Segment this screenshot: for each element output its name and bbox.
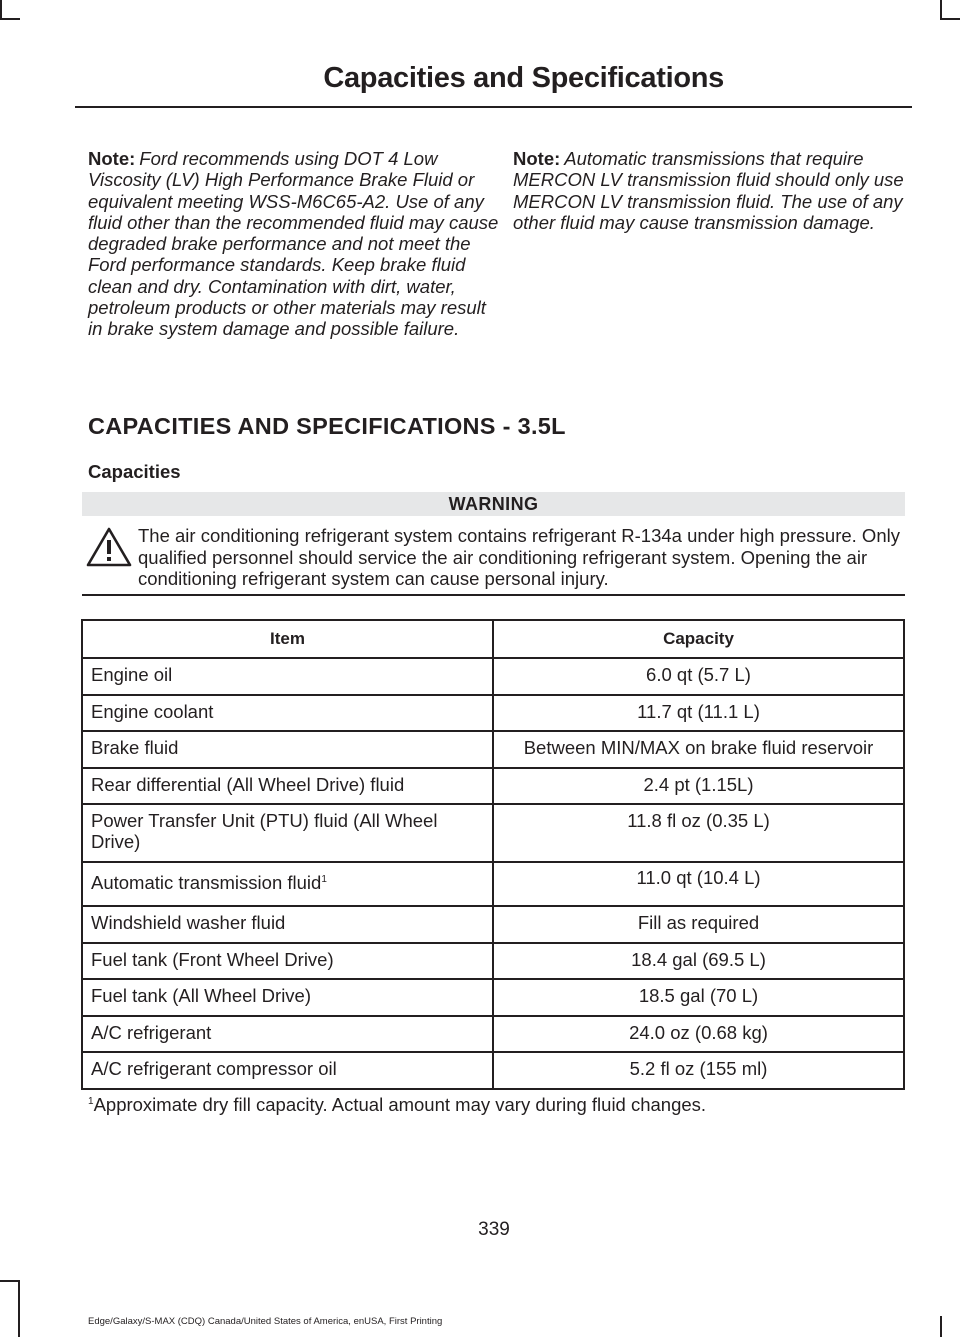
item-cell: Rear differential (All Wheel Drive) fluid (82, 768, 493, 805)
table-row (82, 768, 904, 805)
table-row (82, 658, 904, 695)
page-footer: Edge/Galaxy/S-MAX (CDQ) Canada/United States of America, enUSA, First Printing (88, 1316, 443, 1327)
crop-mark (18, 1280, 20, 1337)
note-text: Automatic transmissions that require MERCON LV transmission fluid should only use MERCON LV transmission fluid. The use of any other fluid may cause transmission damage. (513, 148, 904, 233)
item-cell: Fuel tank (All Wheel Drive) (82, 979, 493, 1016)
section-heading: CAPACITIES AND SPECIFICATIONS - 3.5L (88, 413, 566, 439)
table-row (82, 943, 904, 980)
note-text: Ford recommends using DOT 4 Low Viscosity (LV) High Performance Brake Fluid or equivalent meeting WSS-M6C65-A2. Use of any fluid other than the recommended fluid may cause degraded brake performance and not meet the Ford performance standards. Keep brake fluid clean and dry. Contamination with dirt, water, petroleum products or other materials may result in brake system damage and possible failure. (88, 148, 499, 340)
item-cell: Fuel tank (Front Wheel Drive) (82, 943, 493, 980)
capacity-cell: 6.0 qt (5.7 L) (493, 658, 904, 695)
item-cell: Engine oil (82, 658, 493, 695)
warning-divider (82, 594, 905, 596)
capacity-cell: 24.0 oz (0.68 kg) (493, 1016, 904, 1053)
capacity-cell: 18.5 gal (70 L) (493, 979, 904, 1016)
table-row (82, 804, 904, 862)
crop-mark (940, 1316, 942, 1337)
note-brake-fluid (88, 148, 502, 340)
note-label: Note: (513, 148, 561, 169)
column-header-item: Item (82, 620, 493, 658)
capacity-cell: 11.8 fl oz (0.35 L) (493, 804, 904, 862)
capacities-table (81, 619, 905, 1090)
page-number: 339 (478, 1219, 510, 1240)
item-cell: A/C refrigerant (82, 1016, 493, 1053)
capacity-cell: Between MIN/MAX on brake fluid reservoir (493, 731, 904, 768)
note-label: Note: (88, 148, 136, 169)
warning-text: The air conditioning refrigerant system contains refrigerant R-134a under high pressure. Only qualified personnel should service the air conditioning refrigerant system. Opening the air conditioning refrigerant system can cause personal injury. (138, 525, 900, 589)
item-cell: Brake fluid (82, 731, 493, 768)
table-row (82, 862, 904, 906)
item-text: Automatic transmission fluid (91, 872, 322, 893)
table-row (82, 1016, 904, 1053)
note-transmission-fluid (513, 148, 908, 233)
table-row (82, 906, 904, 943)
footnote-marker: 1 (321, 873, 327, 885)
table-row (82, 731, 904, 768)
capacity-cell: 18.4 gal (69.5 L) (493, 943, 904, 980)
warning-title-bar: WARNING (82, 492, 905, 516)
item-cell: Engine coolant (82, 695, 493, 732)
footnote-text: Approximate dry fill capacity. Actual amount may vary during fluid changes. (93, 1094, 707, 1115)
footnote-marker: 1 (88, 1095, 94, 1107)
table-header-row (82, 620, 904, 658)
crop-mark (0, 18, 20, 20)
page-title: Capacities and Specifications (323, 62, 724, 94)
capacity-cell: 11.0 qt (10.4 L) (493, 862, 904, 906)
item-cell: Power Transfer Unit (PTU) fluid (All Wheel Drive) (82, 804, 493, 862)
capacity-cell: Fill as required (493, 906, 904, 943)
header-divider (75, 106, 912, 108)
crop-mark (940, 0, 942, 20)
capacity-cell: 11.7 qt (11.1 L) (493, 695, 904, 732)
item-cell: A/C refrigerant compressor oil (82, 1052, 493, 1089)
sub-heading: Capacities (88, 461, 181, 482)
capacity-cell: 5.2 fl oz (155 ml) (493, 1052, 904, 1089)
crop-mark (940, 18, 960, 20)
warning-triangle-icon (86, 526, 132, 568)
crop-mark (0, 1280, 20, 1282)
table-footnote (88, 1094, 706, 1116)
table-row (82, 979, 904, 1016)
capacity-cell: 2.4 pt (1.15L) (493, 768, 904, 805)
crop-mark (0, 0, 2, 20)
table-row (82, 695, 904, 732)
item-cell (82, 862, 493, 906)
column-header-capacity: Capacity (493, 620, 904, 658)
table-row (82, 1052, 904, 1089)
item-cell: Windshield washer fluid (82, 906, 493, 943)
